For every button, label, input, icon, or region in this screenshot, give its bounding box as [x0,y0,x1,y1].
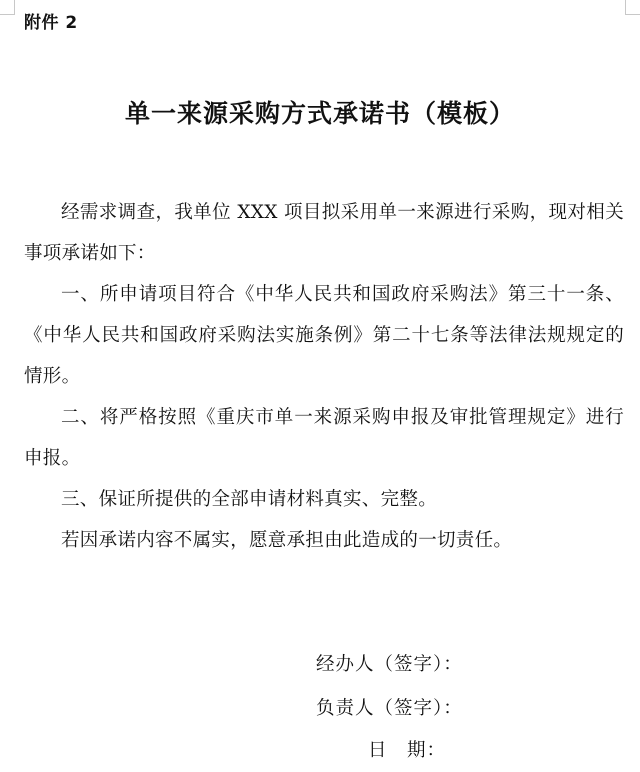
responsible-signature-line: 负责人（签字）： [316,698,463,719]
attachment-label: 附件 2 [24,13,78,33]
document-body [24,192,624,561]
document-title: 单一来源采购方式承诺书（模板） [124,99,515,128]
handler-signature-line: 经办人（签字）： [316,654,463,675]
date-line: 日 期： [368,740,447,761]
paragraph-intro: 经需求调查，我单位 XXX 项目拟采用单一来源进行采购，现对相关事项承诺如下： [24,202,624,264]
page-corner-mark-left [0,0,15,15]
paragraph-liability: 若因承诺内容不属实，愿意承担由此造成的一切责任。 [61,530,513,551]
paragraph-commitment-2: 二、将严格按照《重庆市单一来源采购申报及审批管理规定》进行申报。 [24,407,624,469]
paragraph-commitment-1: 一、所申请项目符合《中华人民共和国政府采购法》第三十一条、《中华人民共和国政府采购法实施条例》第二十七条等法律法规规定的情形。 [24,284,624,387]
paragraph-commitment-3: 三、保证所提供的全部申请材料真实、完整。 [61,489,438,510]
page-corner-mark-right [625,0,640,15]
